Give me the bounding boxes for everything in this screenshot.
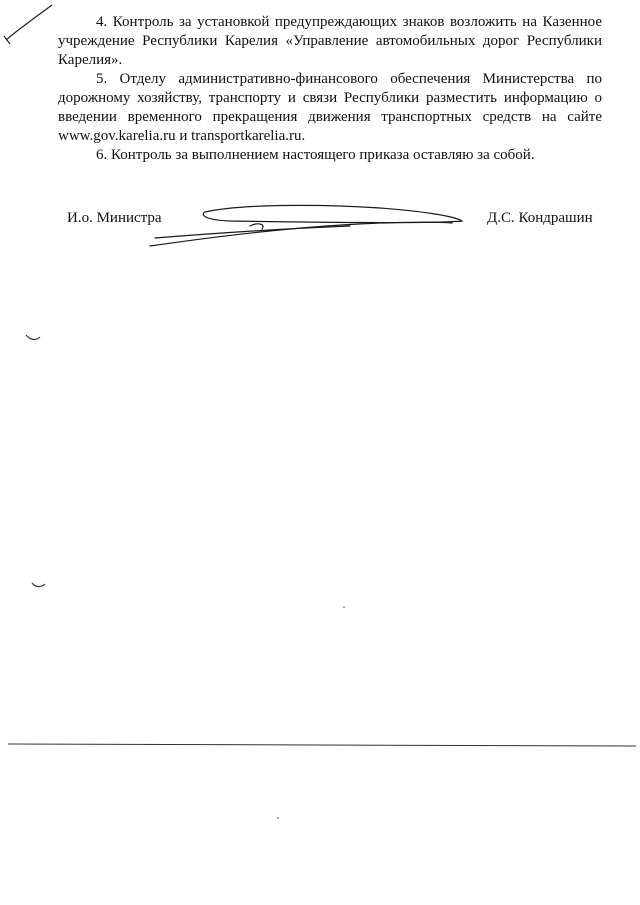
signatory-position: И.о. Министра [67,210,162,226]
speck-1 [343,606,345,608]
signatory-name: Д.С. Кондрашин [487,210,593,226]
speck-2 [277,817,279,819]
margin-mark-1 [26,335,40,339]
paragraph-5: 5. Отделу административно-финансового обеспечения Министерства по дорожному хозяйству, транспорту и связи Республики разместить информацию о введении временного прекращения движения транспортных средств на сайте www.gov.karelia.ru и transportkarelia.ru. [58,71,602,144]
margin-mark-2 [32,583,45,587]
paragraph-4: 4. Контроль за установкой предупреждающих знаков возложить на Казенное учреждение Республики Карелия «Управление автомобильных дорог Республики Карелия». [58,14,602,68]
footer-rule [8,744,636,746]
handwritten-signature [150,205,462,246]
corner-tick-mark [4,5,52,44]
paragraph-6: 6. Контроль за выполнением настоящего приказа оставляю за собой. [96,147,535,163]
